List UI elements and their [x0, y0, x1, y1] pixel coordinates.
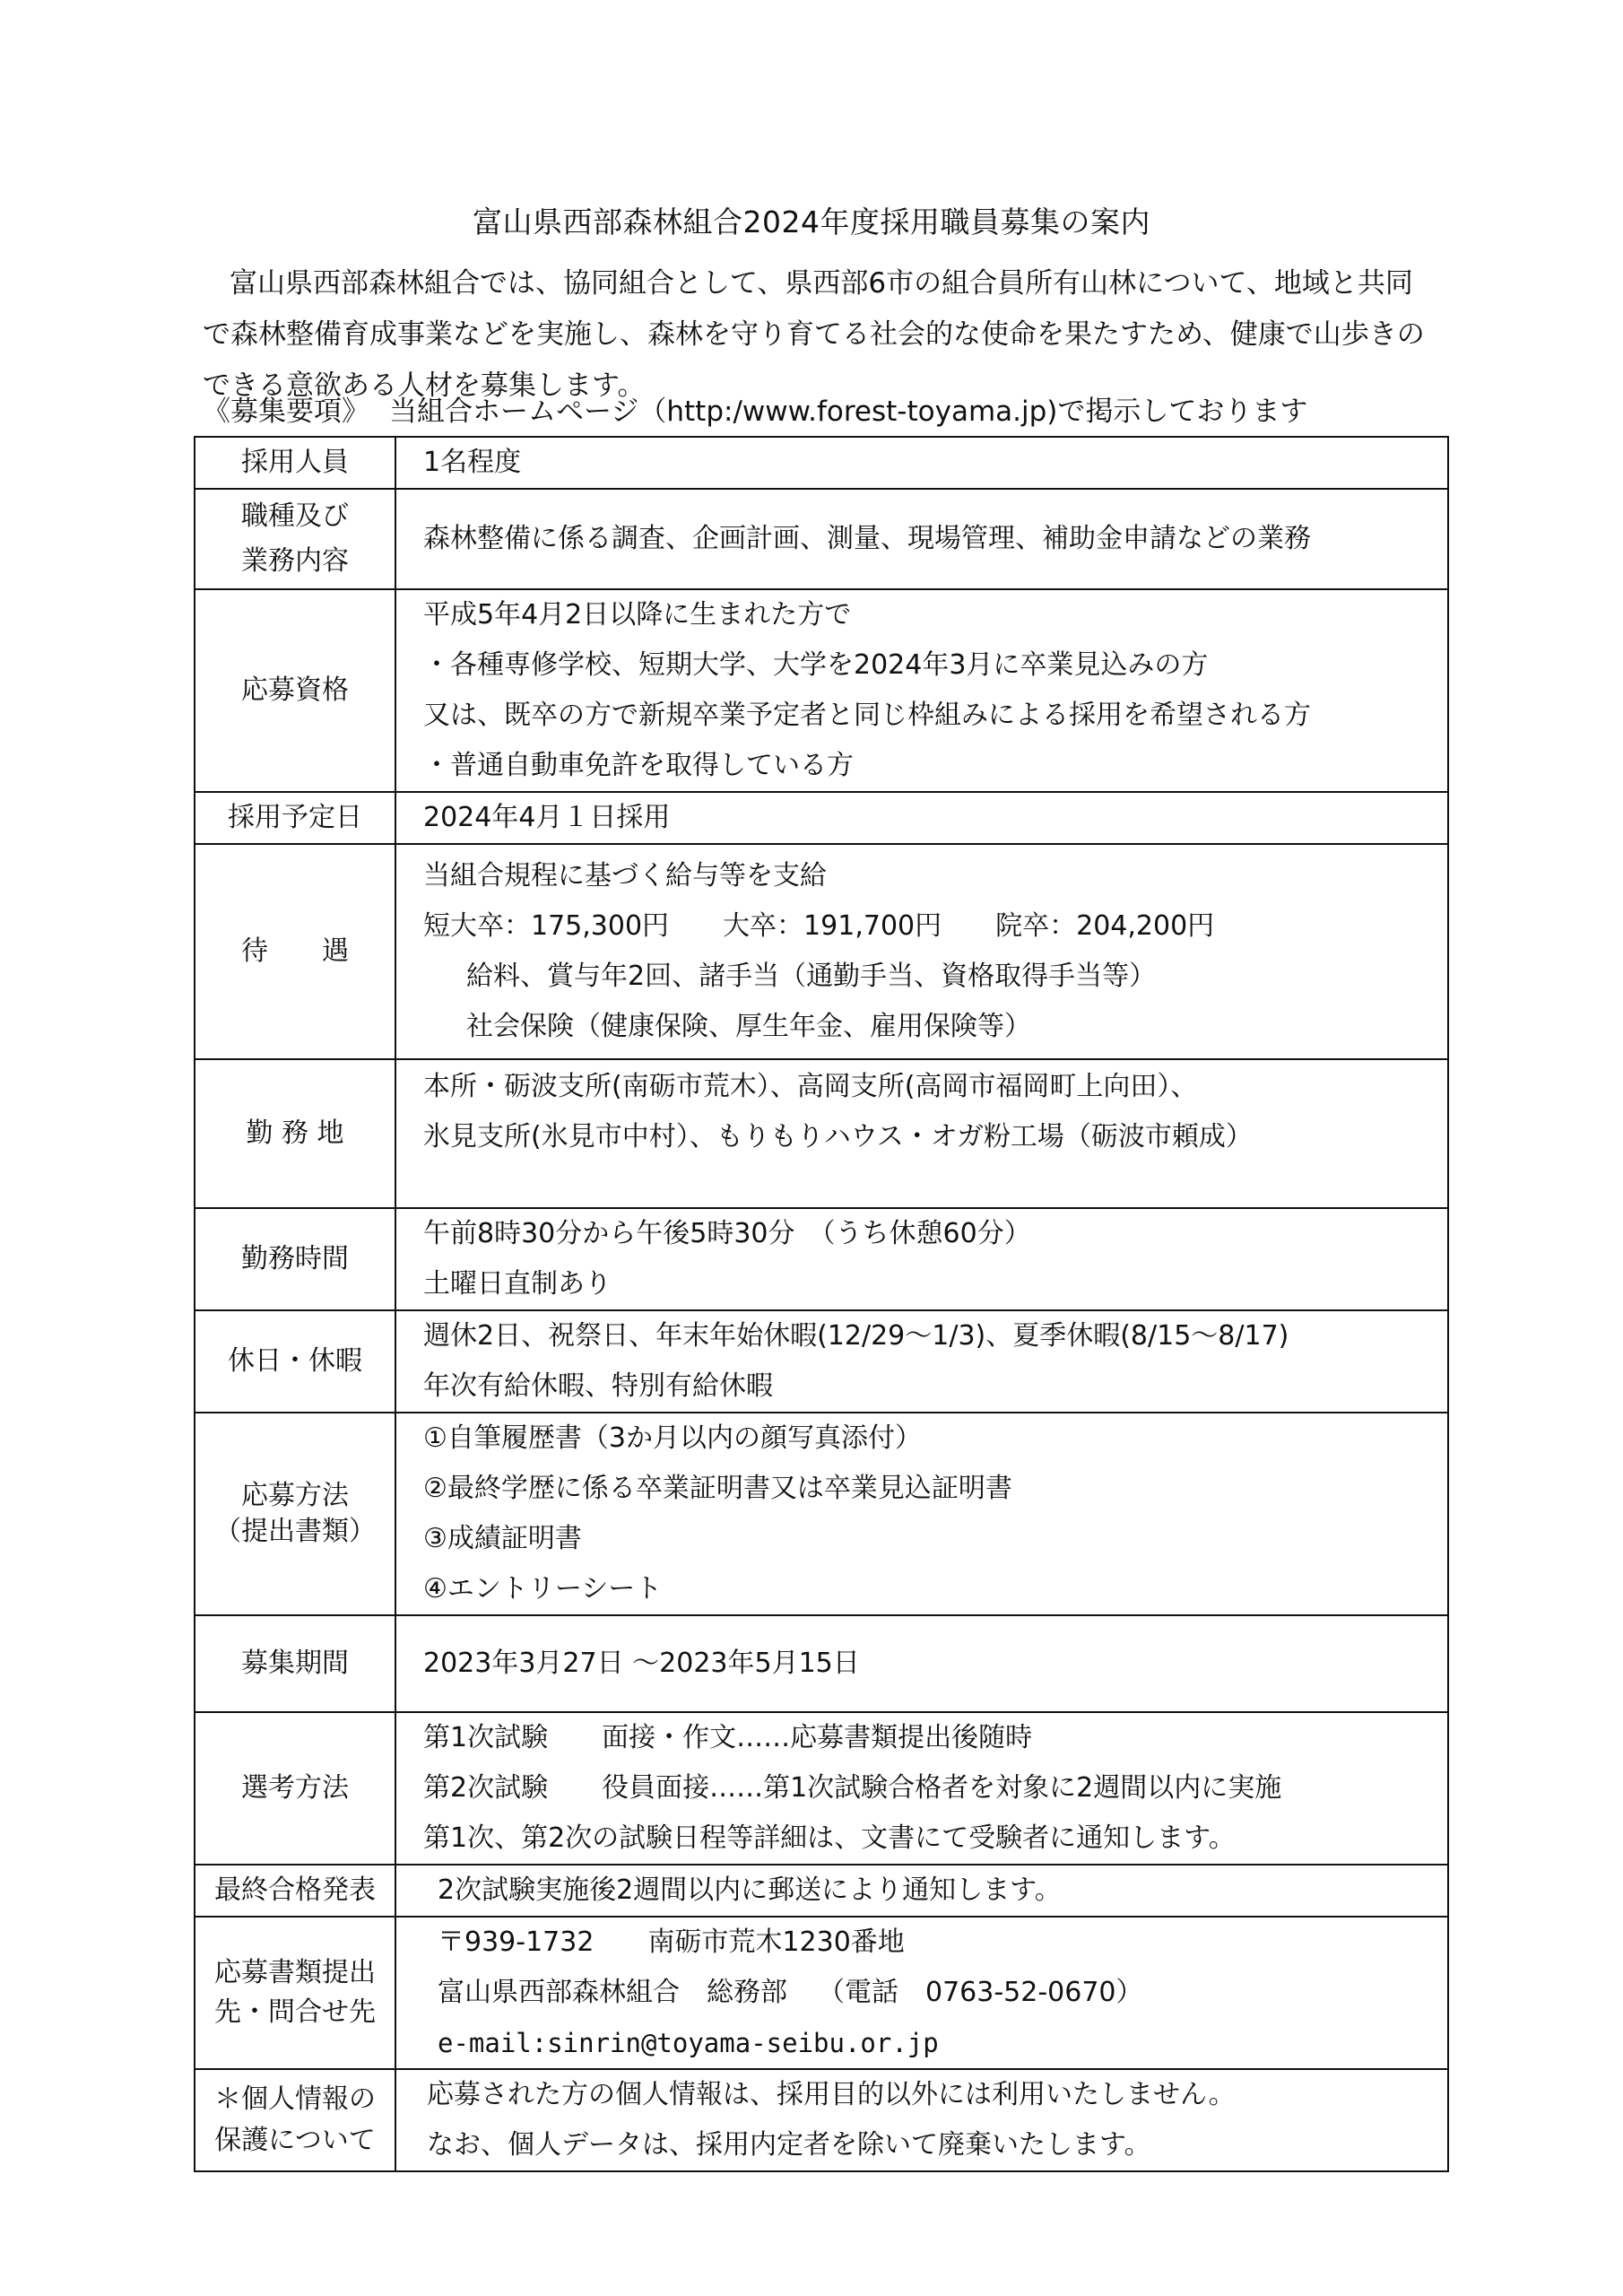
table-row	[195, 1413, 1448, 1615]
row-label: 休日・休暇	[195, 1310, 395, 1413]
table-row	[195, 589, 1448, 792]
address-text: 南砺市荒木1230番地	[647, 1926, 905, 1958]
row-value-text: ・普通自動車免許を取得している方	[423, 750, 854, 781]
row-value	[395, 1208, 1448, 1310]
row-value-text: 森林整備に係る調査、企画計画、測量、現場管理、補助金申請などの業務	[423, 523, 1311, 554]
table-row	[195, 2069, 1448, 2171]
table-row	[195, 1615, 1448, 1712]
row-value	[395, 1059, 1448, 1208]
row-value	[395, 1310, 1448, 1413]
row-value	[395, 437, 1448, 489]
salary-line	[423, 901, 1447, 952]
row-value	[395, 2069, 1448, 2171]
selection-step	[423, 1713, 1447, 1763]
row-value	[395, 1615, 1448, 1712]
row-value-text: 当組合規程に基づく給与等を支給	[423, 860, 827, 891]
row-value-text: 2023年3月27日 ～2023年5月15日	[423, 1648, 860, 1679]
row-label-line: 職種及び	[241, 500, 349, 532]
row-value-text: ③成績証明書	[423, 1523, 582, 1554]
row-label: 応募資格	[195, 589, 395, 792]
row-value-text: 午前8時30分から午後5時30分 （うち休憩60分）	[423, 1218, 1031, 1249]
table-row	[195, 1310, 1448, 1413]
row-label: 待 遇	[195, 844, 395, 1059]
recruitment-table	[194, 436, 1449, 2172]
intro-line: で森林整備育成事業などを実施し、森林を守り育てる社会的な使命を果たすため、健康で山歩きの	[203, 318, 1425, 351]
row-value-text: 週休2日、祝祭日、年末年始休暇(12/29～1/3)、夏季休暇(8/15～8/17)	[423, 1320, 1289, 1352]
row-value-text: 社会保険（健康保険、厚生年金、雇用保険等）	[466, 1011, 1031, 1042]
table-row	[195, 844, 1448, 1059]
row-value	[395, 844, 1448, 1059]
row-label	[195, 2069, 395, 2171]
salary-graduate: 院卒：204,200円	[995, 910, 1215, 942]
row-value	[395, 1413, 1448, 1615]
table-row	[195, 792, 1448, 844]
row-value-text: 年次有給休暇、特別有給休暇	[423, 1370, 773, 1402]
note-heading: 《募集要項》	[203, 396, 369, 428]
row-label: 勤務時間	[195, 1208, 395, 1310]
phone-number: （電話 0763-52-0670）	[818, 1977, 1143, 2008]
row-value-text: 平成5年4月2日以降に生まれた方で	[423, 599, 852, 631]
row-value-text: 2次試験実施後2週間以内に郵送により通知します。	[438, 1874, 1062, 1906]
selection-step	[423, 1763, 1447, 1813]
row-value	[395, 589, 1448, 792]
table-row	[195, 489, 1448, 589]
row-value-text: ・各種専修学校、短期大学、大学を2024年3月に卒業見込みの方	[423, 649, 1209, 681]
row-value-text: なお、個人データは、採用内定者を除いて廃棄いたします。	[427, 2129, 1151, 2161]
row-value	[395, 1712, 1448, 1865]
selection-step-name: 第2次試験	[423, 1772, 549, 1804]
row-label: 勤 務 地	[195, 1059, 395, 1208]
row-label	[195, 1917, 395, 2069]
postal-code: 〒939-1732	[438, 1926, 595, 1958]
contact-email: e-mail:sinrin@toyama-seibu.or.jp	[438, 2028, 939, 2058]
selection-step-desc: 役員面接……第1次試験合格者を対象に2週間以内に実施	[602, 1772, 1282, 1804]
selection-step-name: 第1次試験	[423, 1722, 549, 1753]
row-value	[395, 1865, 1448, 1917]
note-text: 当組合ホームページ（http:/www.forest-toyama.jp)で掲示しております	[389, 396, 1308, 428]
row-label: 選考方法	[195, 1712, 395, 1865]
row-label-line: 保護について	[214, 2125, 376, 2156]
row-value-text: 応募された方の個人情報は、採用目的以外には利用いたしません。	[427, 2079, 1236, 2110]
row-label: 採用人員	[195, 437, 395, 489]
row-label-line: 業務内容	[241, 545, 349, 577]
row-value-text: 1名程度	[423, 447, 522, 478]
table-row	[195, 1208, 1448, 1310]
table-row	[195, 1865, 1448, 1917]
row-label-line: ＊個人情報の	[214, 2083, 376, 2115]
row-value-text: 本所・砺波支所(南砺市荒木）、高岡支所(高岡市福岡町上向田）、	[423, 1071, 1198, 1102]
row-value-text: 給料、賞与年2回、諸手当（通勤手当、資格取得手当等）	[466, 961, 1157, 992]
organization-name: 富山県西部森林組合 総務部	[438, 1977, 787, 2008]
row-label-line: 先・問合せ先	[214, 1996, 376, 2028]
row-value	[395, 792, 1448, 844]
table-row	[195, 1712, 1448, 1865]
row-label: 募集期間	[195, 1615, 395, 1712]
table-row	[195, 1917, 1448, 2069]
row-value-text: ①自筆履歴書（3か月以内の顔写真添付）	[423, 1422, 922, 1454]
salary-university: 大卒：191,700円	[723, 910, 942, 942]
row-value-text: 第1次、第2次の試験日程等詳細は、文書にて受験者に通知します。	[423, 1822, 1236, 1854]
table-row	[195, 1059, 1448, 1208]
row-label	[195, 1413, 395, 1615]
row-label	[195, 489, 395, 589]
salary-junior-college: 短大卒：175,300円	[423, 910, 670, 942]
contact-org	[438, 1968, 1447, 2018]
intro-line: 富山県西部森林組合では、協同組合として、県西部6市の組合員所有山林について、地域と共同	[230, 267, 1413, 300]
row-value-text: 土曜日直制あり	[423, 1268, 612, 1300]
table-row	[195, 437, 1448, 489]
row-label-line: 応募方法	[241, 1480, 349, 1511]
row-label-line: （提出書類）	[214, 1516, 376, 1547]
recruitment-note	[203, 388, 1307, 429]
row-value-text: 2024年4月１日採用	[423, 802, 671, 833]
intro-line: できる意欲ある人材を募集します。	[203, 370, 646, 402]
row-value-text: ④エントリーシート	[423, 1573, 663, 1605]
row-label: 最終合格発表	[195, 1865, 395, 1917]
row-value	[395, 1917, 1448, 2069]
selection-step-desc: 面接・作文……応募書類提出後随時	[602, 1722, 1033, 1753]
row-value	[395, 489, 1448, 589]
row-label-line: 応募書類提出	[214, 1957, 376, 1988]
row-label: 採用予定日	[195, 792, 395, 844]
contact-address	[438, 1918, 1447, 1968]
page-title: 富山県西部森林組合2024年度採用職員募集の案内	[473, 204, 1150, 239]
row-value-text: ②最終学歴に係る卒業証明書又は卒業見込証明書	[423, 1473, 1012, 1504]
row-value-text: 氷見支所(氷見市中村）、もりもりハウス・オガ粉工場（砺波市頼成）	[423, 1121, 1253, 1152]
row-value-text: 又は、既卒の方で新規卒業予定者と同じ枠組みによる採用を希望される方	[423, 700, 1311, 731]
